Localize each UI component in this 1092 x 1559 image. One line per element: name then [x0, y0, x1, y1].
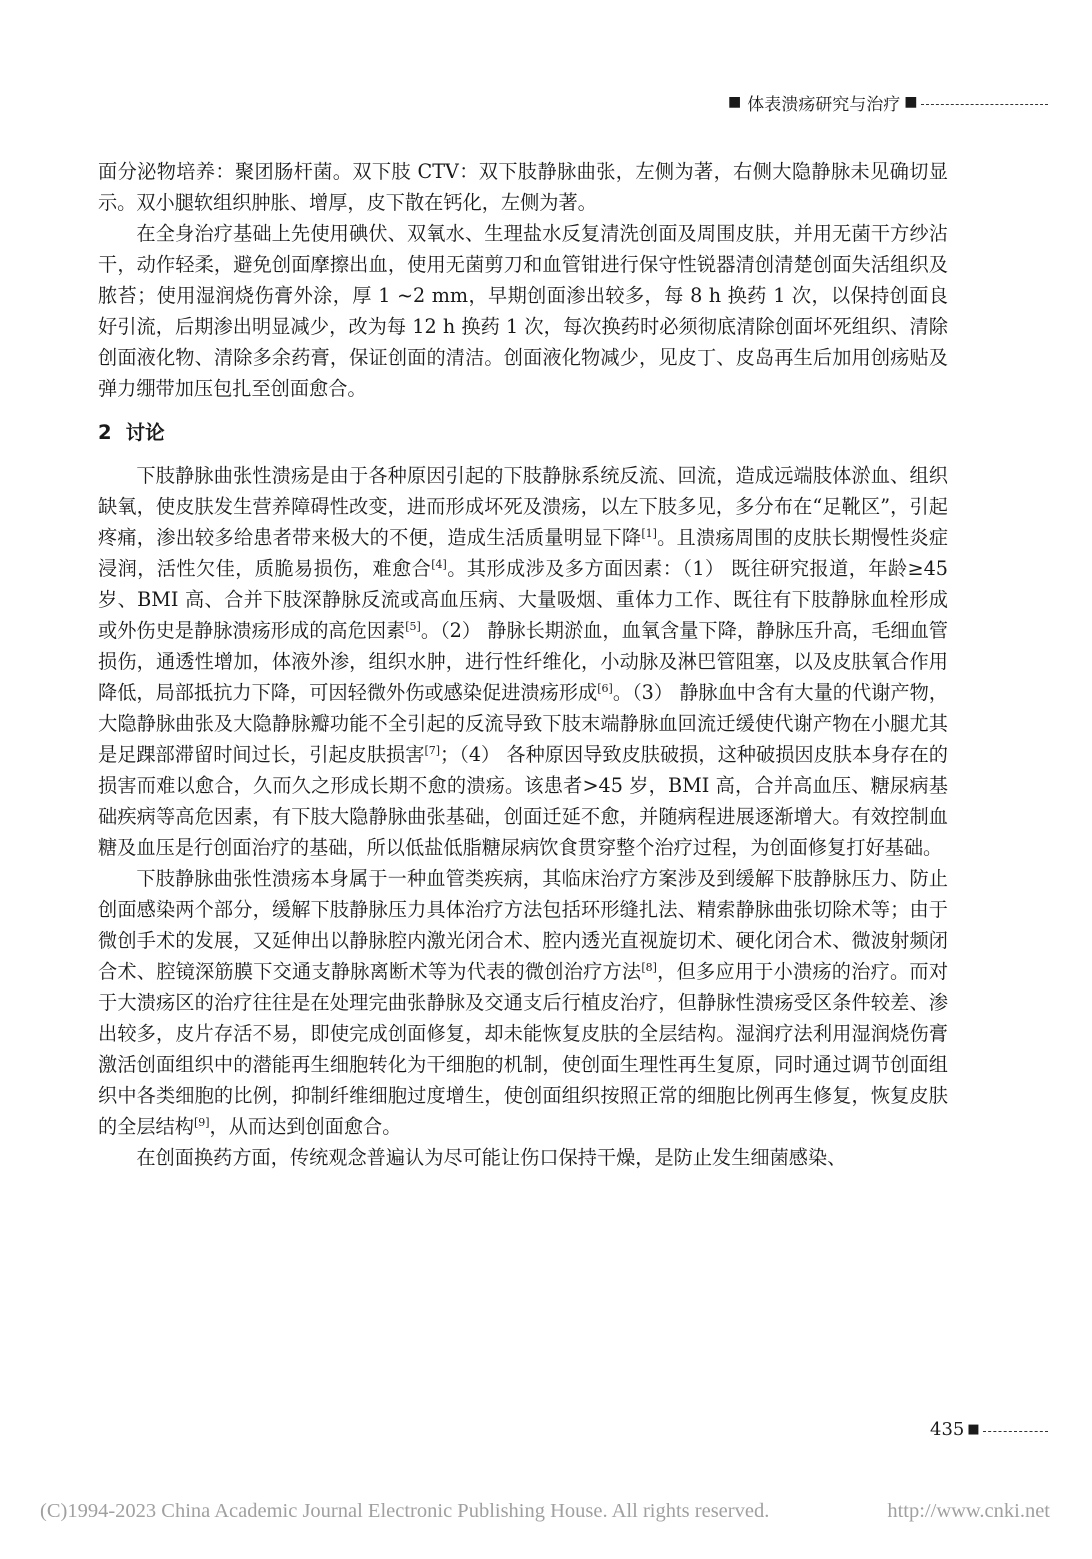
citation-ref[interactable]: [6] [597, 682, 613, 695]
paragraph-discussion-treatment [98, 863, 948, 1142]
text-run: 。且溃疡周围的皮肤长期慢性炎症浸润，活性欠佳，质脆易损伤，难愈合 [98, 526, 949, 580]
paragraph-case-continuation: 面分泌物培养：聚团肠杆菌。双下肢 CTV：双下肢静脉曲张，左侧为著，右侧大隐静脉未见确切显示。双小腿软组织肿胀、增厚，皮下散在钙化，左侧为著。 [98, 160, 948, 214]
page-footer [930, 1417, 1048, 1441]
citation-ref[interactable]: [1] [641, 527, 657, 540]
text-run: ，从而达到创面愈合。 [209, 1115, 402, 1138]
text-run: ，但多应用于小溃疡的治疗。而对于大溃疡区的治疗往往是在处理完曲张静脉及交通支后行植皮治疗，但静脉性溃疡受区条件较差、渗出较多，皮片存活不易，即使完成创面修复，却未能恢复皮肤的全层结构。湿润疗法利用湿润烧伤膏激活创面组织中的潜能再生细胞转化为干细胞的机制，使创面生理性再生复原，同时通过调节创面组织中各类细胞的比例，抑制纤维细胞过度增生，使创面组织按照正常的细胞比例再生修复，恢复皮肤的全层结构 [98, 960, 949, 1138]
citation-ref[interactable]: [9] [193, 1116, 210, 1129]
paragraph-dressing-change: 在创面换药方面，传统观念普遍认为尽可能让伤口保持干燥，是防止发生细菌感染、 [136, 1146, 847, 1169]
text-run: 下肢静脉曲张性溃疡本身属于一种血管类疾病，其临床治疗方案涉及到缓解下肢静脉压力、防止创面感染两个部分，缓解下肢静脉压力具体治疗方法包括环形缝扎法、精索静脉曲张切除术等；由于微创手术的发展，又延伸出以静脉腔内激光闭合术、腔内透光直视旋切术、硬化闭合术、微波射频闭合术、腔镜深筋膜下交通支静脉离断术等为代表的微创治疗方法 [98, 867, 948, 983]
footer-square-icon: ■ [967, 1421, 980, 1437]
page-number: 435 [930, 1418, 965, 1440]
copyright-text: (C)1994-2023 China Academic Journal Electronic Publishing House. All rights reserved. [40, 1500, 770, 1522]
footer-dotted-rule [983, 1431, 1048, 1432]
citation-ref[interactable]: [8] [641, 961, 657, 974]
article-body [98, 156, 948, 1173]
section-number: 2 [98, 421, 112, 444]
header-square-icon: ■ [728, 94, 742, 110]
text-run: 。（2） 静脉长期淤血，血氧含量下降，静脉压升高，毛细血管损伤，通透性增加，体液外渗，组织水肿，进行性纤维化，小动脉及淋巴管阻塞，以及皮肤氧合作用降低，局部抵抗力下降，可因轻微外伤或感染促进溃疡形成 [98, 619, 948, 704]
citation-ref[interactable]: [7] [424, 744, 441, 757]
running-header-title: 体表溃疡研究与治疗 [747, 94, 901, 115]
header-square-icon: ■ [904, 94, 918, 110]
section-title: 讨论 [125, 421, 165, 444]
header-dotted-rule [921, 104, 1048, 105]
text-run: 。其形成涉及多方面因素：（1） 既往研究报道，年龄≥45 岁、BMI 高、合并下肢深静脉反流或高血压病、大量吸烟、重体力工作、既往有下肢静脉血栓形成或外伤史是静脉溃疡形成的高危因素 [98, 557, 948, 642]
text-run: ；（4） 各种原因导致皮肤破损，这种破损因皮肤本身存在的损害而难以愈合，久而久之形成长期不愈的溃疡。该患者>45 岁，BMI 高，合并高血压、糖尿病基础疾病等高危因素，有下肢大隐静脉曲张基础，创面迁延不愈，并随病程进展逐渐增大。有效控制血糖及血压是行创面治疗的基础，所以低盐低脂糖尿病饮食贯穿整个治疗过程，为创面修复打好基础。 [98, 743, 948, 859]
copyright-notice [40, 1500, 1050, 1523]
running-header [728, 88, 1048, 116]
citation-ref[interactable]: [5] [405, 620, 421, 633]
citation-ref[interactable]: [4] [431, 558, 447, 571]
text-run: 。（3） 静脉血中含有大量的代谢产物，大隐静脉曲张及大隐静脉瓣功能不全引起的反流导致下肢末端静脉血回流迁缓使代谢产物在小腿尤其是足踝部滞留时间过长，引起皮肤损害 [98, 681, 949, 766]
text-run: 下肢静脉曲张性溃疡是由于各种原因引起的下肢静脉系统反流、回流，造成远端肢体淤血、组织缺氧，使皮肤发生营养障碍性改变，进而形成坏死及溃疡，以左下肢多见，多分布在“足靴区”，引起疼痛，渗出较多给患者带来极大的不便，造成生活质量明显下降 [98, 464, 948, 549]
paragraph-discussion-causes [98, 460, 948, 863]
copyright-url[interactable]: http://www.cnki.net [887, 1500, 1050, 1522]
section-heading-discussion [98, 417, 948, 448]
paragraph-treatment: 在全身治疗基础上先使用碘伏、双氧水、生理盐水反复清洗创面及周围皮肤，并用无菌干方纱沾干，动作轻柔，避免创面摩擦出血，使用无菌剪刀和血管钳进行保守性锐器清创清楚创面失活组织及脓苔；使用湿润烧伤膏外涂，厚 1 ~2 mm，早期创面渗出较多，每 8 h 换药 1 次，以保持创面良好引流，后期渗出明显减少，改为每 12 h 换药 1 次，每次换药时必须彻底清除创面坏死组织、清除创面液化物、清除多余药膏，保证创面的清洁。创面液化物减少，见皮丁、皮岛再生后加用创疡贴及弹力绷带加压包扎至创面愈合。 [98, 222, 948, 400]
